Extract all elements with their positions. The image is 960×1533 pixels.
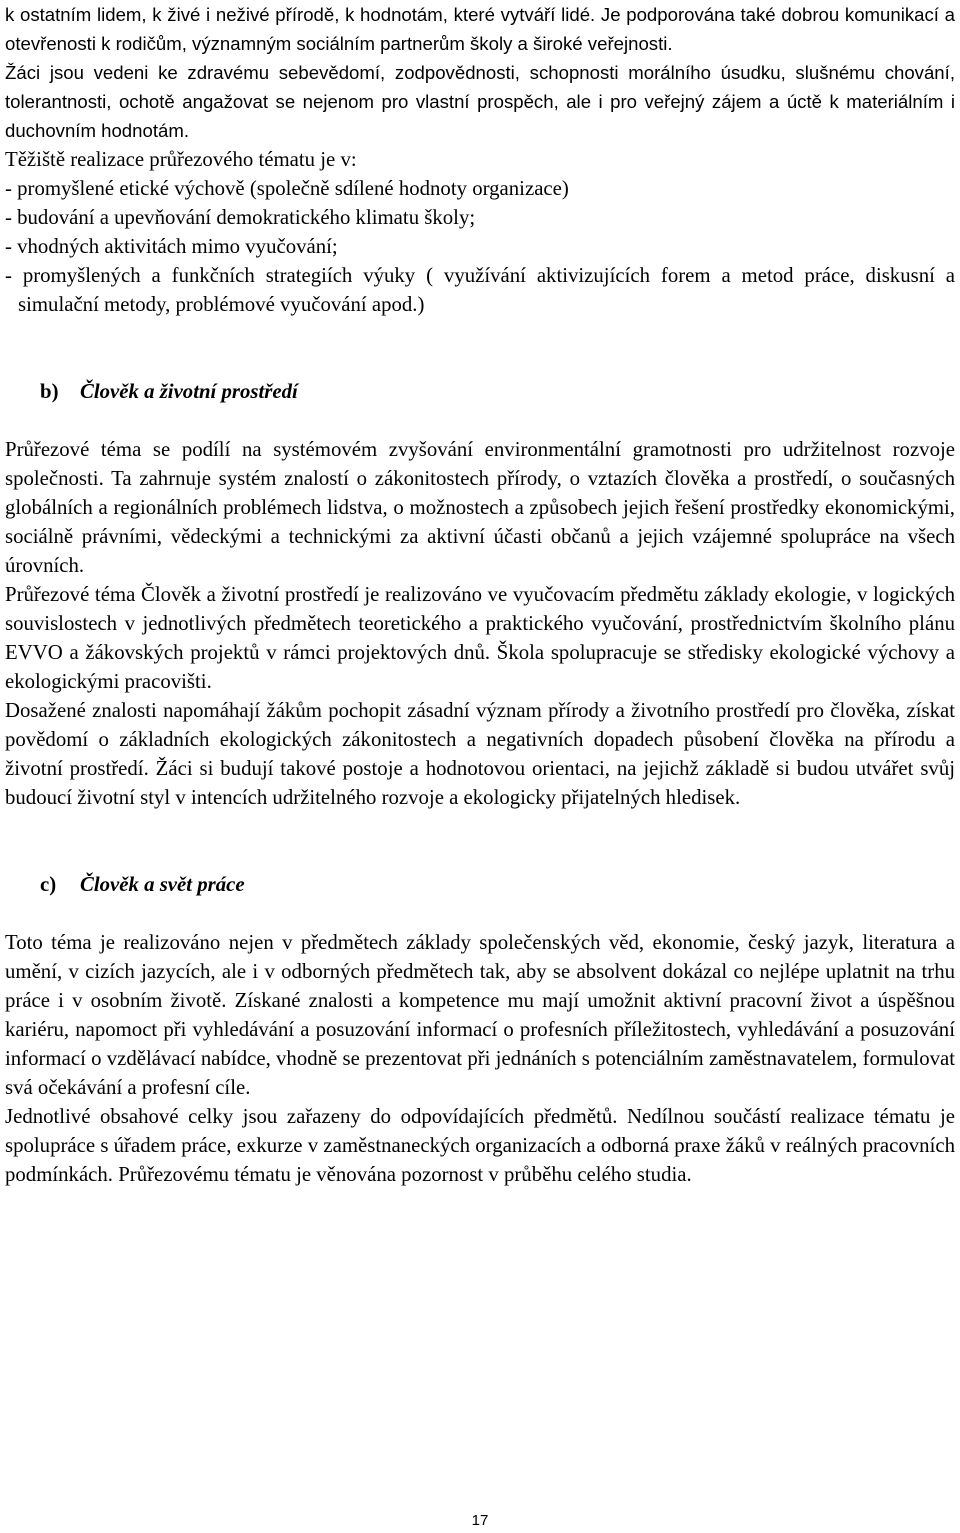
intro-paragraph-3: Těžiště realizace průřezového tématu je v: <box>5 148 357 171</box>
section-c-heading <box>5 870 955 899</box>
section-b-paragraph: Průřezové téma Člověk a životní prostředí je realizováno ve vyučovacím předmětu základy ekologie, v logických souvislostech v jednotlivých předmětech teoretického a praktického vyučování, prostřednictvím školního plánu EVVO a žákovských projektů v rámci projektových dnů. Škola spolupracuje se středisky ekologické výchovy a ekologickými pracovišti. <box>5 583 955 693</box>
list-item: - promyšlených a funkčních strategiích výuky ( využívání aktivizujících forem a metod práce, diskusní a simulační metody, problémové vyučování apod.) <box>5 264 955 316</box>
section-b-body <box>5 435 955 812</box>
list-item: - promyšlené etické výchově (společně sdílené hodnoty organizace) <box>5 177 569 200</box>
list-item: - budování a upevňování demokratického klimatu školy; <box>5 206 476 229</box>
section-b-paragraph: Dosažené znalosti napomáhají žákům pochopit zásadní význam přírody a životního prostředí pro člověka, získat povědomí o základních ekologických zákonitostech a negativních dopadech působení člověka na přírodu a životní prostředí. Žáci si budují takové postoje a hodnotovou orientaci, na jejichž základě si budou utvářet svůj budoucí životní styl v intencích udržitelného rozvoje a ekologicky přijatelných hledisek. <box>5 699 955 809</box>
section-b-title: Člověk a životní prostředí <box>80 380 298 403</box>
page-content <box>5 0 955 1189</box>
intro-paragraph-1: k ostatním lidem, k živé i neživé přírodě, k hodnotám, které vytváří lidé. Je podporována také dobrou komunikací a otevřenosti k rodičům, významným sociálním partnerům školy a široké veřejnosti. <box>5 4 955 54</box>
section-c-paragraph: Toto téma je realizováno nejen v předmětech základy společenských věd, ekonomie, český jazyk, literatura a umění, v cizích jazycích, ale i v odborných předmětech tak, aby se absolvent dokázal co nejlépe uplatnit na trhu práce i v osobním životě. Získané znalosti a kompetence mu mají umožnit aktivní pracovní život a úspěšnou kariéru, napomoct při vyhledávání a posuzování informací o profesních příležitostech, vyhledávání a posuzování informací o vzdělávací nabídce, vhodně se prezentovat při jednáních s potenciálním zaměstnavatelem, formulovat svá očekávání a profesní cíle. <box>5 931 955 1099</box>
section-c-body <box>5 928 955 1189</box>
section-b-heading <box>5 377 955 406</box>
page-number: 17 <box>471 1512 489 1529</box>
section-c-paragraph: Jednotlivé obsahové celky jsou zařazeny do odpovídajících předmětů. Nedílnou součástí realizace tématu je spolupráce s úřadem práce, exkurze v zaměstnaneckých organizacích a odborná praxe žáků v reálných pracovních podmínkách. Průřezovému tématu je věnována pozornost v průběhu celého studia. <box>5 1105 955 1186</box>
section-b-letter: b) <box>40 380 59 403</box>
intro-list <box>5 174 955 319</box>
list-item: - vhodných aktivitách mimo vyučování; <box>5 235 338 258</box>
section-c-letter: c) <box>40 873 57 896</box>
section-c-title: Člověk a svět práce <box>80 873 245 896</box>
section-b-paragraph: Průřezové téma se podílí na systémovém zvyšování environmentální gramotnosti pro udržitelnost rozvoje společnosti. Ta zahrnuje systém znalostí o zákonitostech přírody, o vztazích člověka a prostředí, o současných globálních a regionálních problémech lidstva, o možnostech a způsobech jejich řešení prostředky ekonomickými, sociálně právními, vědeckými a technickými za aktivní účasti občanů a jejich vzájemné spolupráce na všech úrovních. <box>5 438 955 577</box>
intro-paragraph-2: Žáci jsou vedeni ke zdravému sebevědomí, zodpovědnosti, schopnosti morálního úsudku, slušnému chování, tolerantnosti, ochotě angažovat se nejenom pro vlastní prospěch, ale i pro veřejný zájem a úctě k materiálním i duchovním hodnotám. <box>5 62 955 141</box>
